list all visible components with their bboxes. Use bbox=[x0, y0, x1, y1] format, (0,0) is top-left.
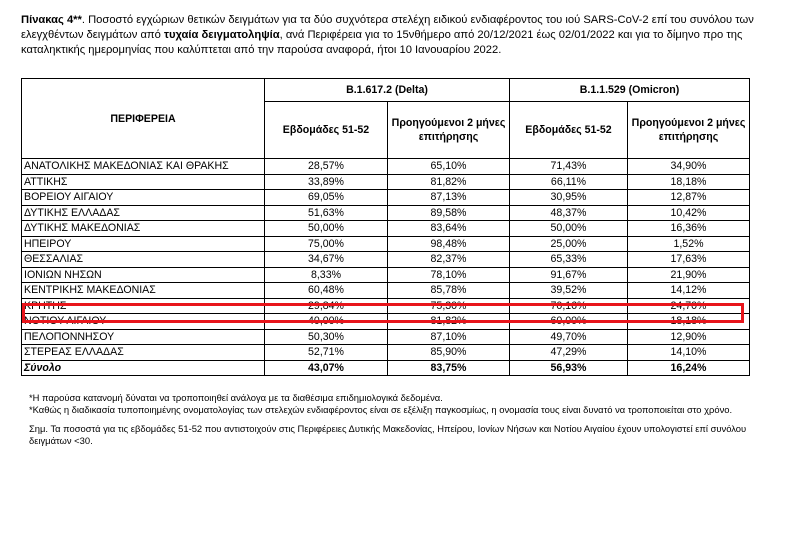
omicron-weeks-cell: 30,95% bbox=[510, 190, 628, 206]
delta-weeks-cell: 69,05% bbox=[265, 190, 388, 206]
omicron-weeks-header: Εβδομάδες 51-52 bbox=[510, 102, 628, 159]
footnotes bbox=[29, 392, 769, 448]
delta-weeks-cell: 8,33% bbox=[265, 267, 388, 283]
delta-prev-cell: 98,48% bbox=[388, 236, 510, 252]
table-row bbox=[22, 267, 750, 283]
footnote-3: Σημ. Τα ποσοστά για τις εβδομάδες 51-52 που αντιστοιχούν στις Περιφέρειες Δυτικής Μακεδονίας, Ηπείρου, Ιονίων Νήσων και Νοτίου Αιγαίου έχουν υπολογιστεί επί συνόλου δειγμάτων <30. bbox=[29, 422, 747, 447]
total-delta-prev-cell: 83,75% bbox=[388, 360, 510, 376]
delta-prev-cell: 87,13% bbox=[388, 190, 510, 206]
caption-text-2: , ανά Περιφέρεια για το 15νθήμερο από 20/12/2021 έως 02/01/2022 και για το δίμηνο προ της καταληκτικής ημερομηνίας που καλύπτεται από την παρούσα αναφορά, ήτοι 10 Ιανουαρίου 2022. bbox=[21, 29, 743, 56]
region-cell: ΚΡΗΤΗΣ bbox=[22, 298, 265, 314]
omicron-prev-cell: 1,52% bbox=[628, 236, 750, 252]
omicron-prev-cell: 21,90% bbox=[628, 267, 750, 283]
delta-weeks-cell: 50,30% bbox=[265, 329, 388, 345]
total-region-cell: Σύνολο bbox=[22, 360, 265, 376]
delta-prev-cell: 78,10% bbox=[388, 267, 510, 283]
omicron-weeks-cell: 91,67% bbox=[510, 267, 628, 283]
delta-prev-cell: 89,58% bbox=[388, 205, 510, 221]
footnote-1: *Η παρούσα κατανομή δύναται να τροποποιηθεί ανάλογα με τα διαθέσιμα επιδημιολογικά δεδομένα. bbox=[29, 392, 443, 403]
table-row bbox=[22, 314, 750, 330]
region-cell: ΑΝΑΤΟΛΙΚΗΣ ΜΑΚΕΔΟΝΙΑΣ ΚΑΙ ΘΡΑΚΗΣ bbox=[22, 159, 265, 175]
omicron-prev-cell: 17,63% bbox=[628, 252, 750, 268]
omicron-weeks-cell: 39,52% bbox=[510, 283, 628, 299]
delta-weeks-cell: 40,00% bbox=[265, 314, 388, 330]
delta-group-header: B.1.617.2 (Delta) bbox=[265, 79, 510, 102]
omicron-weeks-cell: 65,33% bbox=[510, 252, 628, 268]
omicron-weeks-cell: 48,37% bbox=[510, 205, 628, 221]
caption-text-1: . Ποσοστό εγχώριων θετικών δειγμάτων για τα δύο συχνότερα στελέχη ειδικού ενδιαφέροντος του ιού SARS-CoV-2 επί του συνόλου των ελεγχθέντων δειγμάτων από bbox=[21, 14, 754, 41]
caption-emphasis: τυχαία δειγματοληψία bbox=[163, 29, 280, 41]
table-row bbox=[22, 252, 750, 268]
table-row bbox=[22, 329, 750, 345]
table-row bbox=[22, 205, 750, 221]
table-caption bbox=[21, 13, 766, 58]
omicron-weeks-cell: 71,43% bbox=[510, 159, 628, 175]
omicron-weeks-cell: 66,11% bbox=[510, 174, 628, 190]
caption-label: Πίνακας 4** bbox=[21, 14, 82, 26]
delta-prev-cell: 83,64% bbox=[388, 221, 510, 237]
delta-prev-cell: 81,82% bbox=[388, 314, 510, 330]
delta-weeks-cell: 33,89% bbox=[265, 174, 388, 190]
table-row bbox=[22, 298, 750, 314]
omicron-prev-cell: 34,90% bbox=[628, 159, 750, 175]
omicron-weeks-cell: 60,00% bbox=[510, 314, 628, 330]
delta-prev-cell: 87,10% bbox=[388, 329, 510, 345]
omicron-prev-cell: 18,18% bbox=[628, 174, 750, 190]
omicron-prev-cell: 10,42% bbox=[628, 205, 750, 221]
region-cell: ΣΤΕΡΕΑΣ ΕΛΛΑΔΑΣ bbox=[22, 345, 265, 361]
region-cell: ΝΟΤΙΟΥ ΑΙΓΑΙΟΥ bbox=[22, 314, 265, 330]
total-delta-weeks-cell: 43,07% bbox=[265, 360, 388, 376]
delta-weeks-cell: 34,67% bbox=[265, 252, 388, 268]
delta-weeks-cell: 28,57% bbox=[265, 159, 388, 175]
delta-weeks-cell: 50,00% bbox=[265, 221, 388, 237]
delta-weeks-cell: 60,48% bbox=[265, 283, 388, 299]
omicron-weeks-cell: 50,00% bbox=[510, 221, 628, 237]
region-cell: ΔΥΤΙΚΗΣ ΜΑΚΕΔΟΝΙΑΣ bbox=[22, 221, 265, 237]
footnote-2: *Καθώς η διαδικασία τυποποιημένης ονοματολογίας των στελεχών ενδιαφέροντος είναι σε εξέλιξη παγκοσμίως, η ονομασία τους είναι δυνατό να τροποποιείται στο χρόνο. bbox=[29, 404, 733, 416]
variant-table bbox=[21, 78, 750, 376]
delta-prev-cell: 82,37% bbox=[388, 252, 510, 268]
delta-prev-cell: 81,82% bbox=[388, 174, 510, 190]
table-row bbox=[22, 221, 750, 237]
omicron-weeks-cell: 25,00% bbox=[510, 236, 628, 252]
table-row bbox=[22, 190, 750, 206]
omicron-prev-cell: 14,10% bbox=[628, 345, 750, 361]
omicron-group-header: B.1.1.529 (Omicron) bbox=[510, 79, 750, 102]
delta-prev-header: Προηγούμενοι 2 μήνες επιτήρησης bbox=[388, 102, 510, 159]
omicron-prev-cell: 16,36% bbox=[628, 221, 750, 237]
delta-weeks-header: Εβδομάδες 51-52 bbox=[265, 102, 388, 159]
table-row bbox=[22, 236, 750, 252]
omicron-weeks-cell: 49,70% bbox=[510, 329, 628, 345]
delta-weeks-cell: 51,63% bbox=[265, 205, 388, 221]
delta-prev-cell: 85,78% bbox=[388, 283, 510, 299]
region-header: ΠΕΡΙΦΕΡΕΙΑ bbox=[22, 79, 265, 159]
region-cell: ΘΕΣΣΑΛΙΑΣ bbox=[22, 252, 265, 268]
region-cell: ΙΟΝΙΩΝ ΝΗΣΩΝ bbox=[22, 267, 265, 283]
table-row bbox=[22, 345, 750, 361]
region-cell: ΚΕΝΤΡΙΚΗΣ ΜΑΚΕΔΟΝΙΑΣ bbox=[22, 283, 265, 299]
omicron-prev-header: Προηγούμενοι 2 μήνες επιτήρησης bbox=[628, 102, 750, 159]
omicron-prev-cell: 12,90% bbox=[628, 329, 750, 345]
delta-prev-cell: 65,10% bbox=[388, 159, 510, 175]
region-cell: ΗΠΕΙΡΟΥ bbox=[22, 236, 265, 252]
delta-prev-cell: 75,30% bbox=[388, 298, 510, 314]
omicron-weeks-cell: 70,16% bbox=[510, 298, 628, 314]
table-row bbox=[22, 174, 750, 190]
total-row bbox=[22, 360, 750, 376]
omicron-weeks-cell: 47,29% bbox=[510, 345, 628, 361]
delta-weeks-cell: 75,00% bbox=[265, 236, 388, 252]
region-cell: ΔΥΤΙΚΗΣ ΕΛΛΑΔΑΣ bbox=[22, 205, 265, 221]
omicron-prev-cell: 18,18% bbox=[628, 314, 750, 330]
omicron-prev-cell: 12,87% bbox=[628, 190, 750, 206]
omicron-prev-cell: 24,70% bbox=[628, 298, 750, 314]
delta-weeks-cell: 29,84% bbox=[265, 298, 388, 314]
total-omicron-prev-cell: 16,24% bbox=[628, 360, 750, 376]
omicron-prev-cell: 14,12% bbox=[628, 283, 750, 299]
region-cell: ΒΟΡΕΙΟΥ ΑΙΓΑΙΟΥ bbox=[22, 190, 265, 206]
table-row bbox=[22, 283, 750, 299]
region-cell: ΠΕΛΟΠΟΝΝΗΣΟΥ bbox=[22, 329, 265, 345]
region-cell: ΑΤΤΙΚΗΣ bbox=[22, 174, 265, 190]
delta-weeks-cell: 52,71% bbox=[265, 345, 388, 361]
table-row bbox=[22, 159, 750, 175]
delta-prev-cell: 85,90% bbox=[388, 345, 510, 361]
total-omicron-weeks-cell: 56,93% bbox=[510, 360, 628, 376]
